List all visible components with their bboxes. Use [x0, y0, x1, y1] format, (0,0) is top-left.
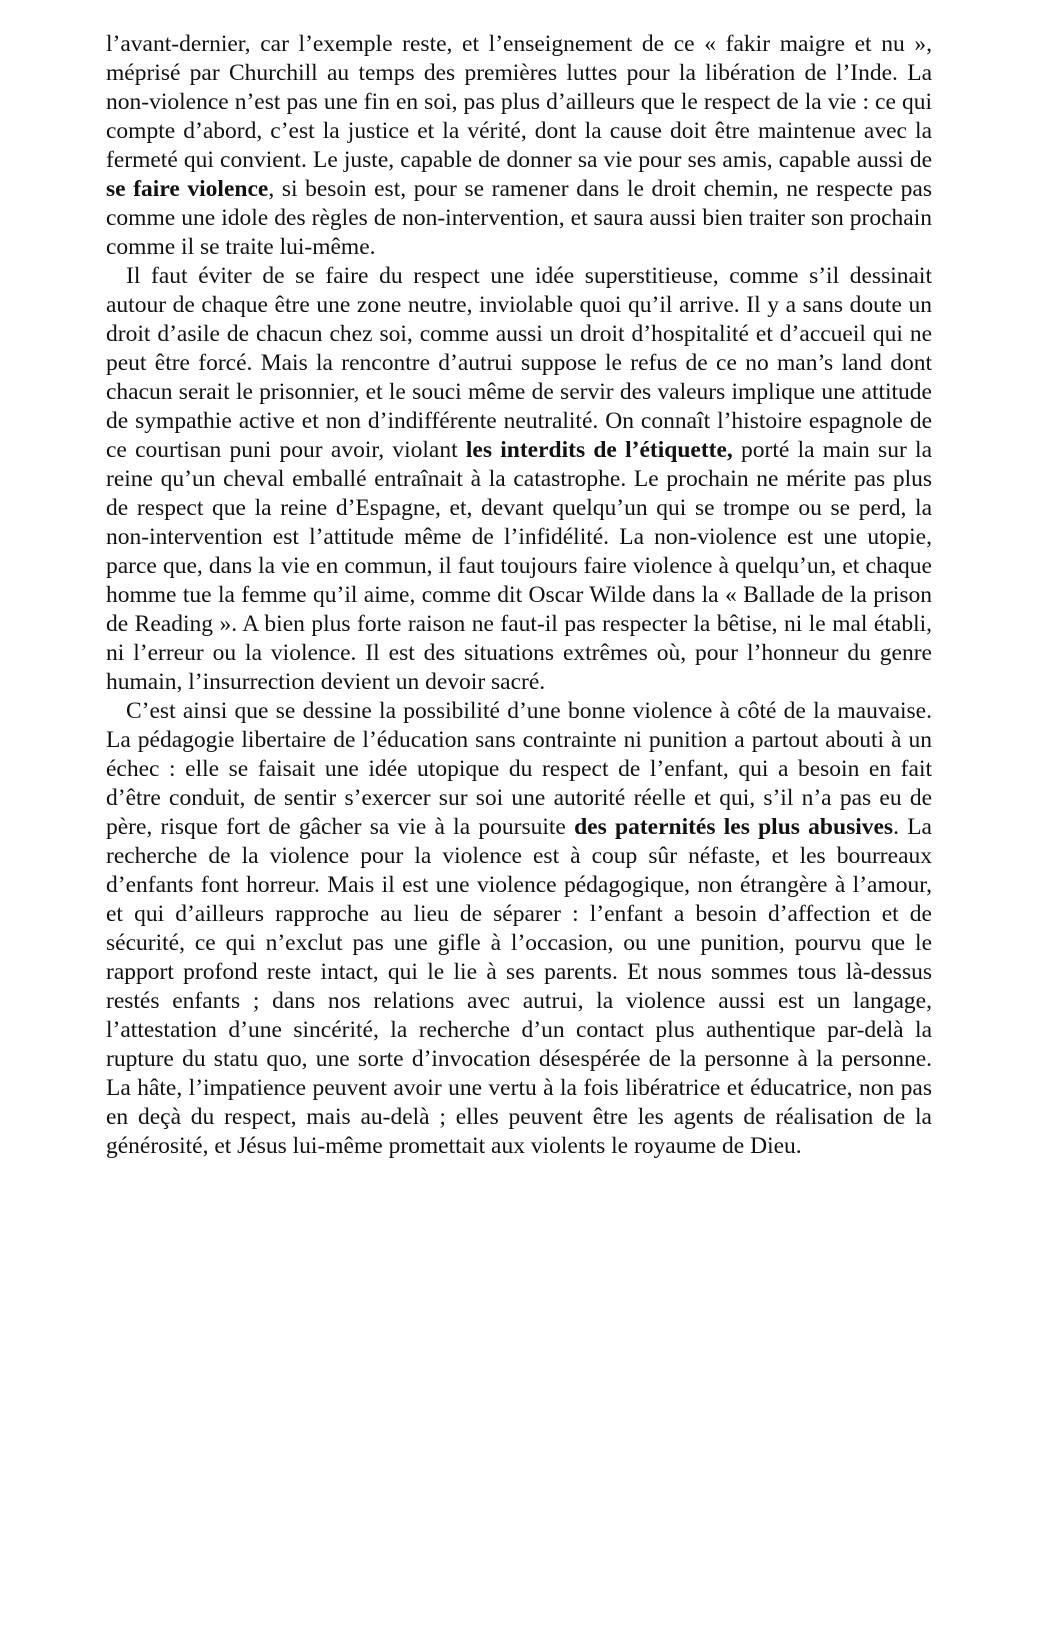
paragraph-text: Il faut éviter de se faire du respect une idée superstitieuse, comme s’il dessinait autour de chaque être une zone neutre, inviolable quoi qu’il arrive. Il y a sans doute un droit d’asile de chacun chez soi, comme aussi un droit d’hospitalité et d’accueil qui ne peut être forcé. Mais la rencontre d’autrui suppose le refus de ce no man’s land dont chacun serait le prisonnier, et le souci même de servir des valeurs implique une attitude de sympathie active et non d’indifférente neutralité. On connaît l’histoire espagnole de ce courtisan puni pour avoir, violant	[106, 263, 932, 463]
paragraph-text: porté la main sur la reine qu’un cheval emballé entraînait à la catastrophe. Le prochain ne mérite pas plus de respect que la reine d’Espagne, et, devant quelqu’un qui se trompe ou se perd, la non-intervention est l’attitude même de l’infidélité. La non-violence est une utopie, parce que, dans la vie en commun, il faut toujours faire violence à quelqu’un, et chaque homme tue la femme qu’il aime, comme dit Oscar Wilde dans la « Ballade de la prison de Reading ». A bien plus forte raison ne faut-il pas respecter la bêtise, ni le mal établi, ni l’erreur ou la violence. Il est des situations extrêmes où, pour l’honneur du genre humain, l’insurrection devient un devoir sacré.	[106, 437, 932, 695]
paragraph-text: C’est ainsi que se dessine la possibilité d’une bonne violence à côté de la mauvaise. La pédagogie libertaire de l’éducation sans contrainte ni punition a partout abouti à un échec : elle se faisait une idée utopique du respect de l’enfant, qui a besoin en fait d’être conduit, de sentir s’exercer sur soi une autorité réelle et qui, s’il n’a pas eu de père, risque fort de gâcher sa vie à la poursuite	[106, 698, 932, 840]
bold-phrase: se faire violence	[106, 176, 269, 202]
paragraph-text: , si besoin est, pour se ramener dans le droit chemin, ne respecte pas comme une idole des règles de non-intervention, et saura aussi bien traiter son prochain comme il se traite lui-même.	[106, 176, 932, 260]
bold-phrase: des paternités les plus abusives	[574, 814, 894, 840]
paragraph-text: . La recherche de la violence pour la violence est à coup sûr néfaste, et les bourreaux d’enfants font horreur. Mais il est une violence pédagogique, non étrangère à l’amour, et qui d’ailleurs rapproche au lieu de séparer : l’enfant a besoin d’affection et de sécurité, ce qui n’exclut pas une gifle à l’occasion, ou une punition, pourvu que le rapport profond reste intact, qui le lie à ses parents. Et nous sommes tous là-dessus restés enfants ; dans nos relations avec autrui, la violence aussi est un langage, l’attestation d’une sincérité, la recherche d’un contact plus authentique par-delà la rupture du statu quo, une sorte d’invocation désespérée de la personne à la personne. La hâte, l’impatience peuvent avoir une vertu à la fois libératrice et éducatrice, non pas en deçà du respect, mais au-delà ; elles peuvent être les agents de réalisation de la générosité, et Jésus lui-même promettait aux violents le royaume de Dieu.	[106, 814, 932, 1159]
paragraph-3	[106, 697, 932, 1161]
bold-phrase: les interdits de l’étiquette,	[465, 437, 733, 463]
paragraph-text: l’avant-dernier, car l’exemple reste, et l’enseignement de ce « fakir maigre et nu », méprisé par Churchill au temps des premières luttes pour la libération de l’Inde. La non-violence n’est pas une fin en soi, pas plus d’ailleurs que le respect de la vie : ce qui compte d’abord, c’est la justice et la vérité, dont la cause doit être maintenue avec la fermeté qui convient. Le juste, capable de donner sa vie pour ses amis, capable aussi de	[106, 31, 932, 173]
paragraph-2	[106, 262, 932, 697]
document-page	[106, 30, 932, 1161]
paragraph-1	[106, 30, 932, 262]
